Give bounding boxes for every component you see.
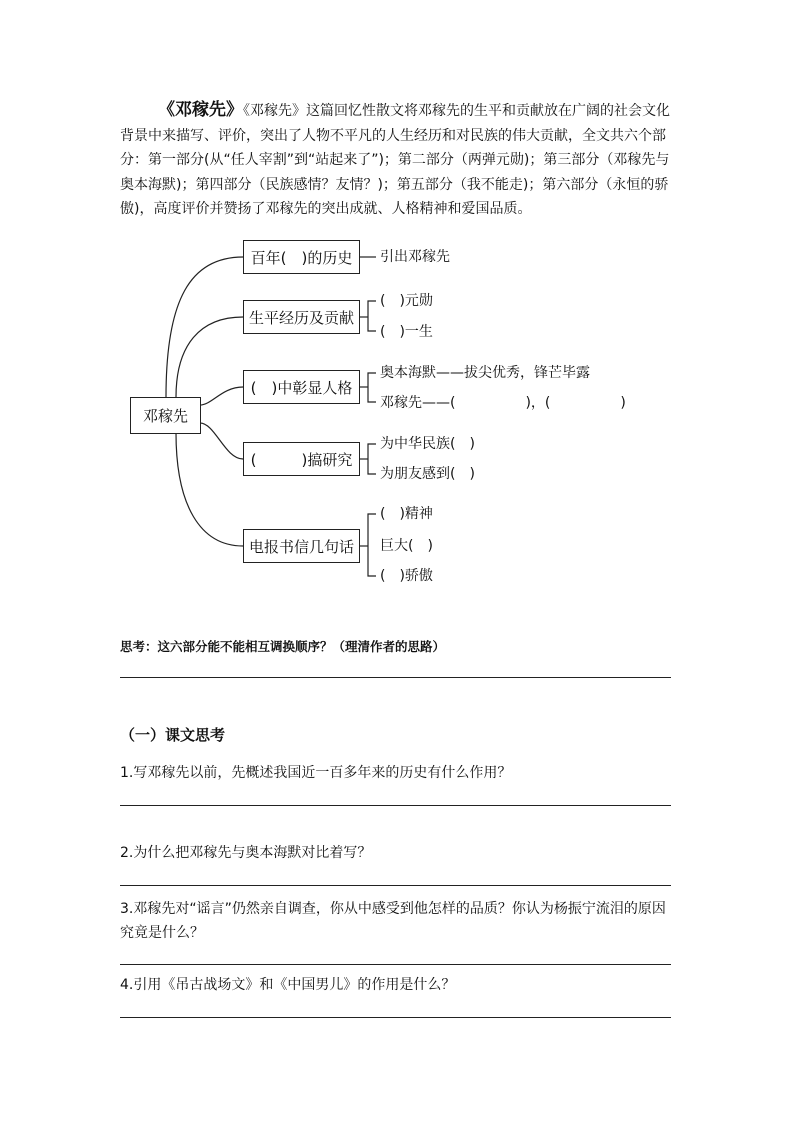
section-title: （一）课文思考	[120, 726, 226, 744]
answer-line-4	[120, 1017, 671, 1018]
answer-line-3	[120, 964, 671, 965]
branch-2-item-2: ( )一生	[380, 324, 433, 340]
branch-2-item-1: ( )元勋	[380, 293, 433, 309]
branch-4-item-2: 为朋友感到( )	[380, 466, 475, 482]
intro-title: 《邓稼先》	[158, 100, 243, 120]
center-box: 邓稼先	[130, 397, 201, 434]
branch-5-item-1: ( )精神	[380, 506, 433, 522]
think-prompt: 思考：这六部分能不能相互调换顺序？（理清作者的思路）	[120, 639, 446, 654]
bracket-4	[368, 444, 376, 474]
bracket-2	[368, 301, 376, 331]
curve-3	[200, 387, 243, 405]
question-1: 1.写邓稼先以前，先概述我国近一百多年来的历史有什么作用？	[120, 765, 512, 781]
curve-5	[176, 433, 243, 546]
branch-3-item-1: 奥本海默——拔尖优秀，锋芒毕露	[380, 365, 590, 381]
branch-box-4: ( )搞研究	[243, 442, 360, 476]
answer-line-think	[120, 677, 671, 678]
branch-box-3: ( )中彰显人格	[243, 370, 360, 404]
branch-1-item-1: 引出邓稼先	[380, 249, 450, 265]
branch-5-item-2: 巨大( )	[380, 538, 433, 554]
branch-box-1: 百年( )的历史	[243, 240, 360, 274]
bracket-3	[368, 373, 376, 402]
branch-4-item-1: 为中华民族( )	[380, 436, 475, 452]
branch-3-item-2: 邓稼先——( )，( )	[380, 395, 626, 411]
question-3: 3.邓稼先对“谣言”仍然亲自调查，你从中感受到他怎样的品质？你认为杨振宁流泪的原因究竟是什么？	[120, 901, 666, 941]
curve-2	[176, 317, 243, 397]
intro-text: 《邓稼先》这篇回忆性散文将邓稼先的生平和贡献放在广阔的社会文化背景中来描写、评价，突出了人物不平凡的人生经历和对民族的伟大贡献，全文共六个部分：第一部分(从“任人宰割”到“站起来了”)；第二部分（两弹元勋)；第三部分（邓稼先与奥本海默)；第四部分（民族感情？友情？)；第五部分（我不能走)；第六部分（永恒的骄傲)，高度评价并赞扬了邓稼先的突出成就、人格精神和爱国品质。	[120, 103, 670, 217]
bracket-5	[368, 514, 376, 576]
branch-box-5: 电报书信几句话	[243, 529, 360, 563]
question-4: 4.引用《吊古战场文》和《中国男儿》的作用是什么？	[120, 977, 456, 993]
curve-4	[200, 423, 243, 459]
question-2: 2.为什么把邓稼先与奥本海默对比着写？	[120, 845, 372, 861]
branch-box-2: 生平经历及贡献	[243, 300, 360, 334]
answer-line-2	[120, 885, 671, 886]
answer-line-1	[120, 805, 671, 806]
branch-5-item-3: ( )骄傲	[380, 568, 433, 584]
